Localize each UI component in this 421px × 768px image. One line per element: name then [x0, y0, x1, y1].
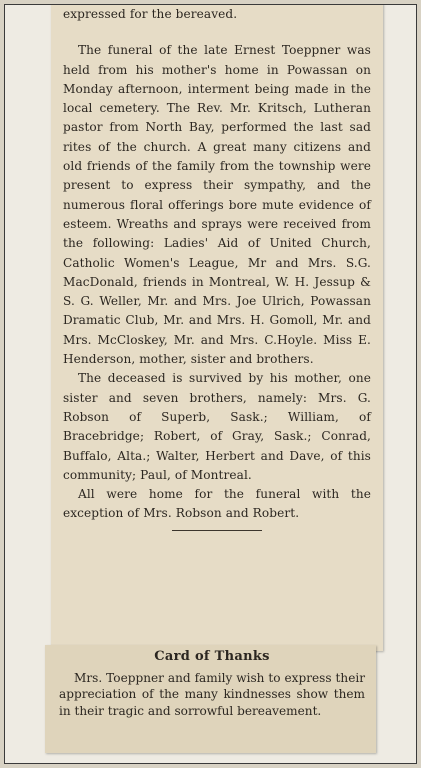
survivors-paragraph: The deceased is survived by his mother, one sister and seven brothers, namely: Mrs. G. Robson of Superb, Sask.; William, of Bracebridge; Robert, of Gray, Sask.; Conrad, Buffalo, Alta.; Walter, Herbert and Dave, of this community; Paul, of Montreal.	[63, 371, 371, 482]
lead-fragment: expressed for the bereaved.	[63, 7, 238, 21]
card-of-thanks-column	[59, 649, 365, 719]
card-of-thanks-body: Mrs. Toeppner and family wish to express their appreciation of the many kindnesses show them in their tragic and sorrowful bereavement.	[59, 670, 365, 718]
paragraph-gap	[63, 24, 371, 41]
card-of-thanks-clipping	[45, 645, 376, 753]
attendance-paragraph: All were home for the funeral with the exception of Mrs. Robson and Robert.	[63, 487, 371, 521]
scan-frame	[4, 4, 417, 764]
obituary-column	[63, 5, 371, 535]
section-divider	[172, 530, 262, 531]
funeral-paragraph: The funeral of the late Ernest Toeppner was held from his mother's home in Powassan on Monday afternoon, interment being made in the local cemetery. The Rev. Mr. Kritsch, Lutheran pastor from North Bay, performed the last sad rites of the church. A great many citizens and old friends of the family from the township were present to express their sympathy, and the numerous floral offerings bore mute evidence of esteem. Wreaths and sprays were received from the following: Ladies' Aid of United Church, Catholic Women's League, Mr and Mrs. S.G. MacDonald, friends in Montreal, W. H. Jessup & S. G. Weller, Mr. and Mrs. Joe Ulrich, Powassan Dramatic Club, Mr. and Mrs. H. Gomoll, Mr. and Mrs. McCloskey, Mr. and Mrs. C.Hoyle. Miss E. Henderson, mother, sister and brothers.	[63, 43, 371, 367]
obituary-clipping	[51, 4, 383, 651]
card-of-thanks-title: Card of Thanks	[154, 649, 270, 664]
